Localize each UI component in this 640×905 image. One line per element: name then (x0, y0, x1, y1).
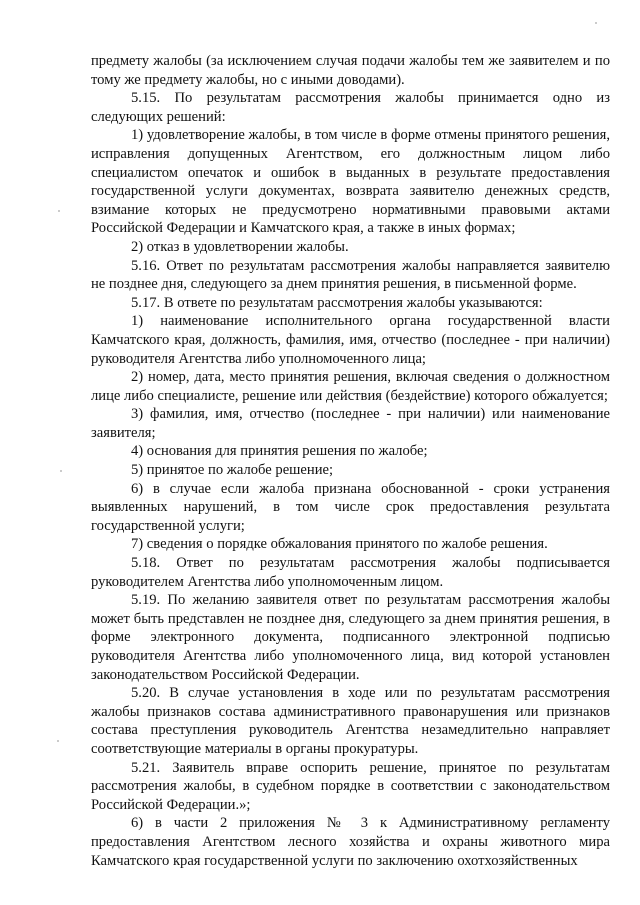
paragraph-5-17-item-4: 4) основания для принятия решения по жалобе; (131, 443, 428, 460)
paragraph-5-15-item-2: 2) отказ в удовлетворении жалобы. (131, 238, 349, 255)
paragraph-5-16: 5.16. Ответ по результатам рассмотрения жалобы направляется заявителю не позднее дня, следующего за днем принятия решения, в письменной форме. (91, 257, 610, 293)
paragraph-5-20: 5.20. В случае установления в ходе или по результатам рассмотрения жалобы признаков состава административного правонарушения или признаков состава преступления руководитель Агентства незамедлительно направляет соответствующие материалы в органы прокуратуры. (91, 685, 610, 757)
paragraph-5-17-item-6: 6) в случае если жалоба признана обоснованной - сроки устранения выявленных нарушений, в том числе срок предоставления результата государственной услуги; (91, 480, 610, 534)
paragraph-5-17-item-3: 3) фамилия, имя, отчество (последнее - при наличии) или наименование заявителя; (91, 406, 610, 441)
scan-speck (595, 22, 597, 24)
paragraph-5-17-item-7: 7) сведения о порядке обжалования принятого по жалобе решения. (131, 536, 548, 553)
paragraph-5-17-item-2: 2) номер, дата, место принятия решения, включая сведения о должностном лице либо специалисте, решение или действия (бездействие) которого обжалуется; (91, 369, 610, 404)
scan-speck (57, 740, 59, 742)
paragraph-5-17-item-5: 5) принятое по жалобе решение; (131, 462, 334, 479)
paragraph-5-18: 5.18. Ответ по результатам рассмотрения жалобы подписывается руководителем Агентства либо уполномоченным лицом. (91, 555, 610, 590)
paragraph-5-17: 5.17. В ответе по результатам рассмотрения жалобы указываются: (131, 294, 543, 311)
scan-speck (60, 470, 62, 472)
paragraph-amendment-6: 6) в части 2 приложения № 3 к Административному регламенту предоставления Агентством лесного хозяйства и охраны животного мира Камчатского края государственной услуги по заключению охотхозяйственных (91, 815, 610, 869)
paragraph-5-21: 5.21. Заявитель вправе оспорить решение, принятое по результатам рассмотрения жалобы, в судебном порядке в соответствии с законодательством Российской Федерации.»; (91, 759, 610, 813)
paragraph-continuation: предмету жалобы (за исключением случая подачи жалобы тем же заявителем и по тому же предмету жалобы, но с иными доводами). (91, 53, 610, 88)
paragraph-5-15-item-1: 1) удовлетворение жалобы, в том числе в форме отмены принятого решения, исправления допущенных Агентством, его должностным лицом либо специалистом опечаток и ошибок в выданных в результате предоставления государственной услуги документах, возврата заявителю денежных средств, взимание которых не предусмотрено нормативными правовыми актами Российской Федерации и Камчатского края, а также в иных формах; (91, 127, 610, 237)
paragraph-5-17-item-1: 1) наименование исполнительного органа государственной власти Камчатского края, должность, фамилия, имя, отчество (последнее - при наличии) руководителя Агентства либо уполномоченного лица; (91, 313, 610, 367)
scan-speck (58, 210, 60, 212)
paragraph-5-15: 5.15. По результатам рассмотрения жалобы принимается одно из следующих решений: (91, 90, 610, 125)
paragraph-5-19: 5.19. По желанию заявителя ответ по результатам рассмотрения жалобы может быть представлен не позднее дня, следующего за днем принятия решения, в форме электронного документа, подписанного электронной подписью руководителя Агентства либо уполномоченного лица, вид которой установлен законодательством Российской Федерации. (91, 592, 610, 683)
